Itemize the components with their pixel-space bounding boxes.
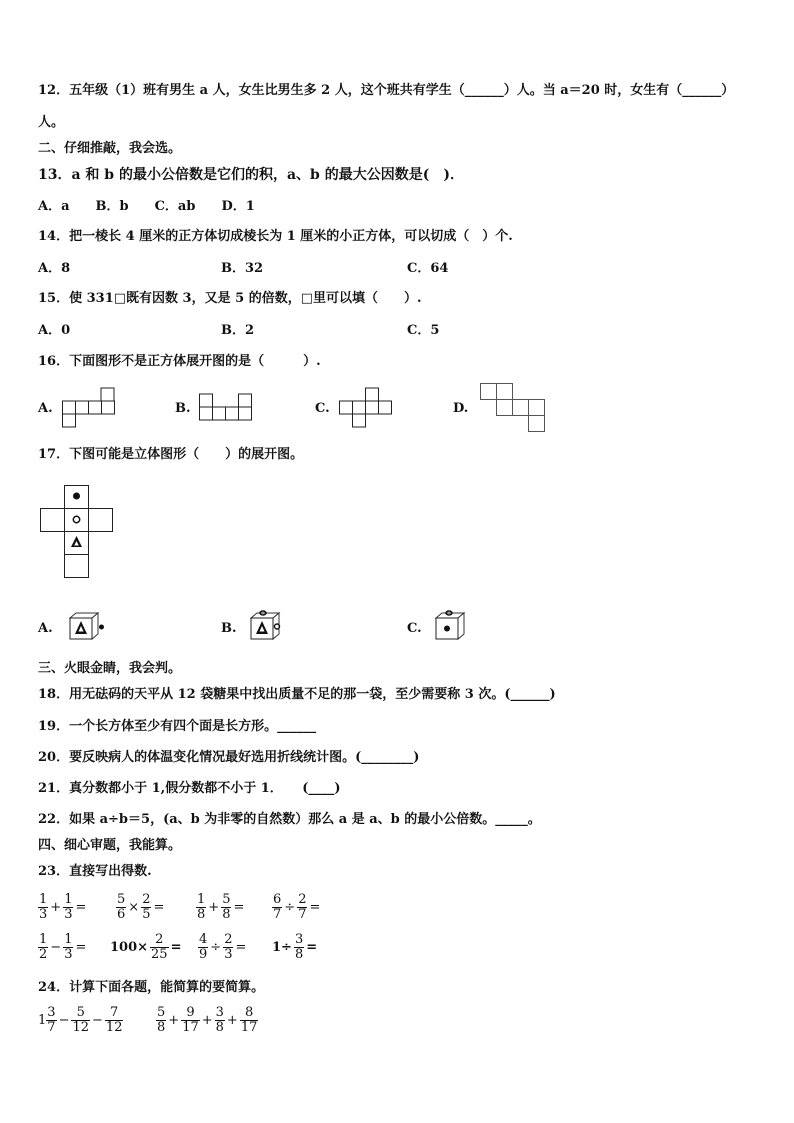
- q17-cube-c: [432, 610, 474, 642]
- q24-expression-2: $\frac{5}{8}$ + $\frac{9}{17}$ + $\frac{3}{8}$ + $\frac{8}{17}$: [157, 1005, 258, 1035]
- dot-symbol-icon: [73, 493, 80, 500]
- q23-expression-5: $\frac{1}{2}$ − $\frac{1}{3}$ =: [39, 932, 87, 962]
- q17-net: [40, 485, 114, 581]
- dot-symbol-icon: [444, 626, 450, 632]
- dot-symbol-icon: [99, 625, 104, 630]
- q15-option-a: A．0: [38, 323, 71, 338]
- q16-option-b: B.: [175, 401, 191, 416]
- q13-stem: 13．a 和 b 的最小公倍数是它们的积，a、b 的最大公因数是( )．: [38, 167, 464, 183]
- q23-expression-8: 1÷ $\frac{3}{8}$ =: [272, 932, 318, 962]
- q23-expression-3: $\frac{1}{8}$ + $\frac{5}{8}$ =: [197, 892, 245, 922]
- q16-option-d: D.: [453, 401, 469, 416]
- q23-expression-6: 100× $\frac{2}{25}$ =: [110, 932, 182, 962]
- q12-line2: 人。: [38, 115, 65, 130]
- q16-net-d: [480, 383, 550, 437]
- q14-option-b: B．32: [221, 261, 264, 276]
- q17-cube-a: [66, 612, 106, 642]
- q23-expression-7: $\frac{4}{9}$ ÷ $\frac{2}{3}$ =: [199, 932, 247, 962]
- q15-option-b: B．2: [221, 323, 255, 338]
- q14-option-c: C．64: [407, 261, 449, 276]
- q23-expression-1: $\frac{1}{3}$ + $\frac{1}{3}$ =: [39, 892, 87, 922]
- section-4-heading: 四、细心审题，我能算。: [38, 838, 182, 853]
- q17-option-a: A.: [38, 621, 53, 636]
- section-3-heading: 三、火眼金睛，我会判。: [38, 661, 182, 676]
- q23-stem: 23．直接写出得数.: [38, 864, 152, 879]
- q17-stem: 17．下图可能是立体图形（ ）的展开图。: [38, 447, 304, 462]
- q16-stem: 16．下面图形不是正方体展开图的是（ ）.: [38, 354, 321, 369]
- q12-line1: 12．五年级（1）班有男生 a 人，女生比男生多 2 人，这个班共有学生（______）人。当 a＝20 时，女生有（______）: [38, 83, 735, 98]
- q20-text: 20．要反映病人的体温变化情况最好选用折线统计图。(________): [38, 750, 420, 765]
- q23-expression-4: $\frac{6}{7}$ ÷ $\frac{2}{7}$ =: [273, 892, 321, 922]
- q24-expression-1: 1 $\frac{3}{7}$ − $\frac{5}{12}$ − $\frac{7}{12}$: [38, 1005, 123, 1035]
- q16-net-a: [62, 387, 118, 429]
- q15-stem: 15．使 331□既有因数 3，又是 5 的倍数，□里可以填（ ）.: [38, 291, 422, 306]
- q17-option-c: C.: [407, 621, 422, 636]
- q23-expression-2: $\frac{5}{6}$ × $\frac{2}{5}$ =: [117, 892, 165, 922]
- q17-option-b: B.: [221, 621, 237, 636]
- q16-net-b: [199, 393, 255, 423]
- q17-cube-b: [247, 610, 289, 642]
- q18-text: 18．用无砝码的天平从 12 袋糖果中找出质量不足的那一袋，至少需要称 3 次。(______): [38, 687, 556, 702]
- q22-text: 22．如果 a÷b＝5，(a、b 为非零的自然数）那么 a 是 a、b 的最小公倍数。_____。: [38, 812, 541, 827]
- q16-option-a: A.: [38, 401, 53, 416]
- q21-text: 21．真分数都小于 1,假分数都不小于 1． (____): [38, 781, 341, 796]
- q16-net-c: [339, 387, 395, 429]
- q14-stem: 14．把一棱长 4 厘米的正方体切成棱长为 1 厘米的小正方体，可以切成（ ）个.: [38, 229, 513, 244]
- section-2-heading: 二、仔细推敲，我会选。: [38, 141, 182, 156]
- q24-stem: 24．计算下面各题，能简算的要简算。: [38, 980, 265, 995]
- q13-options: A．a B．b C．ab D．1: [38, 199, 255, 214]
- q16-option-c: C.: [315, 401, 330, 416]
- q15-option-c: C．5: [407, 323, 440, 338]
- q14-option-a: A．8: [38, 261, 71, 276]
- q19-text: 19．一个长方体至少有四个面是长方形。______: [38, 719, 317, 734]
